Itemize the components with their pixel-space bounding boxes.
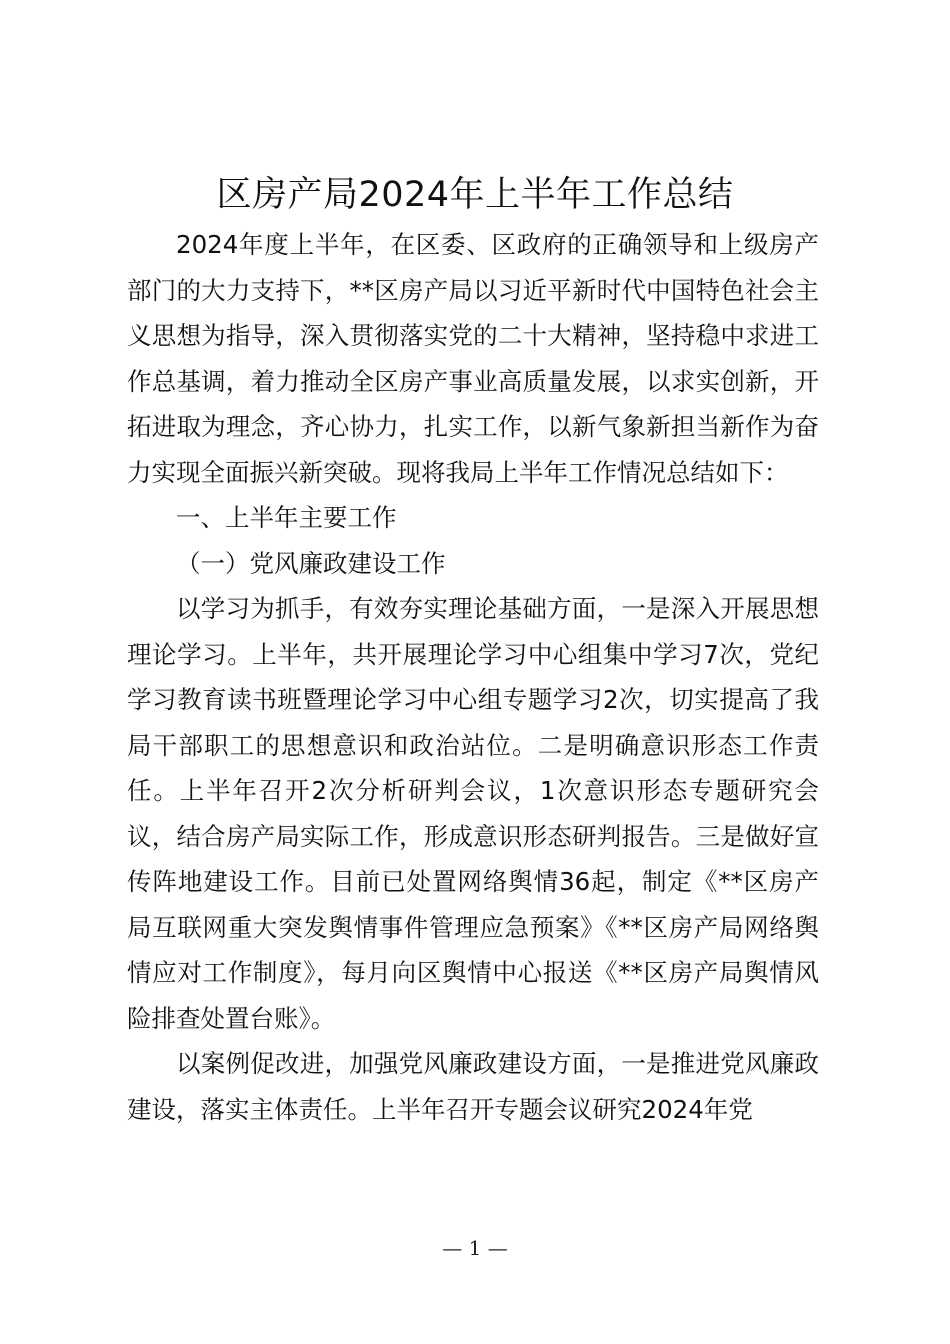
subsection-heading: （一）党风廉政建设工作 <box>176 548 446 578</box>
document-title: 区房产局2024年上半年工作总结 <box>216 175 734 215</box>
intro-paragraph: 2024年度上半年，在区委、区政府的正确领导和上级房产部门的大力支持下，**区房产局以习近平新时代中国特色社会主义思想为指导，深入贯彻落实党的二十大精神，坚持稳中求进工作总基调，着力推动全区房产事业高质量发展，以求实创新，开拓进取为理念，齐心协力，扎实工作，以新气象新担当新作为奋力实现全面振兴新突破。现将我局上半年工作情况总结如下： <box>127 230 819 487</box>
document-body <box>127 222 819 1132</box>
body-paragraph-theory-study: 以学习为抓手，有效夯实理论基础方面，一是深入开展思想理论学习。上半年，共开展理论学习中心组集中学习7次，党纪学习教育读书班暨理论学习中心组专题学习2次，切实提高了我局干部职工的思想意识和政治站位。二是明确意识形态工作责任。上半年召开2次分析研判会议，1次意识形态专题研究会议，结合房产局实际工作，形成意识形态研判报告。三是做好宣传阵地建设工作。目前已处置网络舆情36起，制定《**区房产局互联网重大突发舆情事件管理应急预案》《**区房产局网络舆情应对工作制度》，每月向区舆情中心报送《**区房产局舆情风险排查处置台账》。 <box>127 594 819 1033</box>
page-number: — 1 — <box>442 1236 508 1260</box>
section-heading: 一、上半年主要工作 <box>176 503 397 532</box>
body-paragraph-integrity: 以案例促改进，加强党风廉政建设方面，一是推进党风廉政建设，落实主体责任。上半年召开专题会议研究2024年党 <box>127 1049 819 1124</box>
